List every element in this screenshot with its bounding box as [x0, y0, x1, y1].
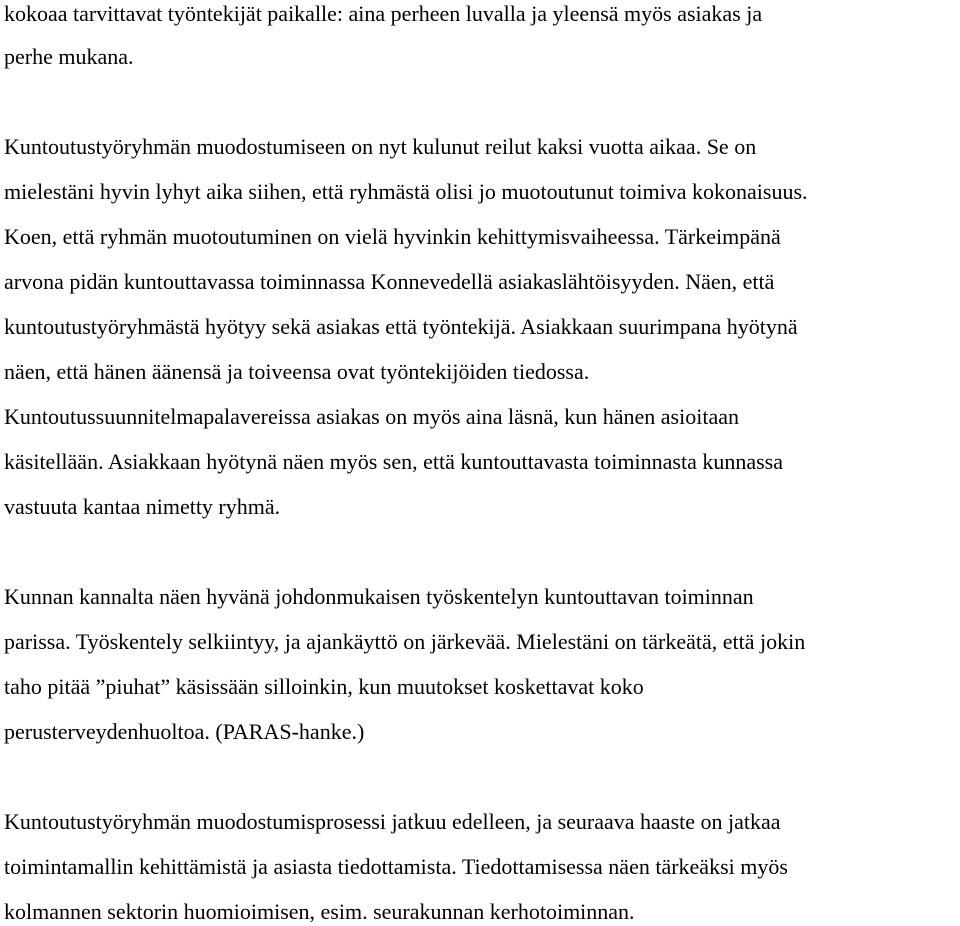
text-line: Kuntoutustyöryhmän muodostumisprosessi jatkuu edelleen, ja seuraava haaste on jatkaa: [4, 809, 781, 834]
text-line: toimintamallin kehittämistä ja asiasta tiedottamista. Tiedottamisessa näen tärkeäksi myös: [4, 854, 788, 879]
text-line: perhe mukana.: [4, 44, 134, 69]
text-line: Koen, että ryhmän muotoutuminen on vielä hyvinkin kehittymisvaiheessa. Tärkeimpänä: [4, 224, 781, 249]
text-line: taho pitää ”piuhat” käsissään silloinkin, kun muutokset koskettavat koko: [4, 674, 644, 699]
text-line: Kuntoutussuunnitelmapalavereissa asiakas on myös aina läsnä, kun hänen asioitaan: [4, 404, 739, 429]
text-line: käsitellään. Asiakkaan hyötynä näen myös sen, että kuntouttavasta toiminnasta kunnassa: [4, 449, 783, 474]
text-line: kolmannen sektorin huomioimisen, esim. seurakunnan kerhotoiminnan.: [4, 899, 635, 924]
text-line: mielestäni hyvin lyhyt aika siihen, että ryhmästä olisi jo muotoutunut toimiva kokonaisuus.: [4, 179, 808, 204]
text-line: Kunnan kannalta näen hyvänä johdonmukaisen työskentelyn kuntouttavan toiminnan: [4, 584, 754, 609]
text-line: arvona pidän kuntouttavassa toiminnassa Konnevedellä asiakaslähtöisyyden. Näen, että: [4, 269, 775, 294]
text-line: vastuuta kantaa nimetty ryhmä.: [4, 494, 281, 519]
text-line: näen, että hänen äänensä ja toiveensa ovat työntekijöiden tiedossa.: [4, 359, 590, 384]
text-line: parissa. Työskentely selkiintyy, ja ajankäyttö on järkevää. Mielestäni on tärkeätä, että jokin: [4, 629, 806, 654]
text-line: Kuntoutustyöryhmän muodostumiseen on nyt kulunut reilut kaksi vuotta aikaa. Se on: [4, 134, 757, 159]
text-line: perusterveydenhuoltoa. (PARAS-hanke.): [4, 719, 365, 744]
text-line: kokoaa tarvittavat työntekijät paikalle: aina perheen luvalla ja yleensä myös asiakas ja: [4, 1, 763, 26]
text-line: kuntoutustyöryhmästä hyötyy sekä asiakas että työntekijä. Asiakkaan suurimpana hyötynä: [4, 314, 798, 339]
